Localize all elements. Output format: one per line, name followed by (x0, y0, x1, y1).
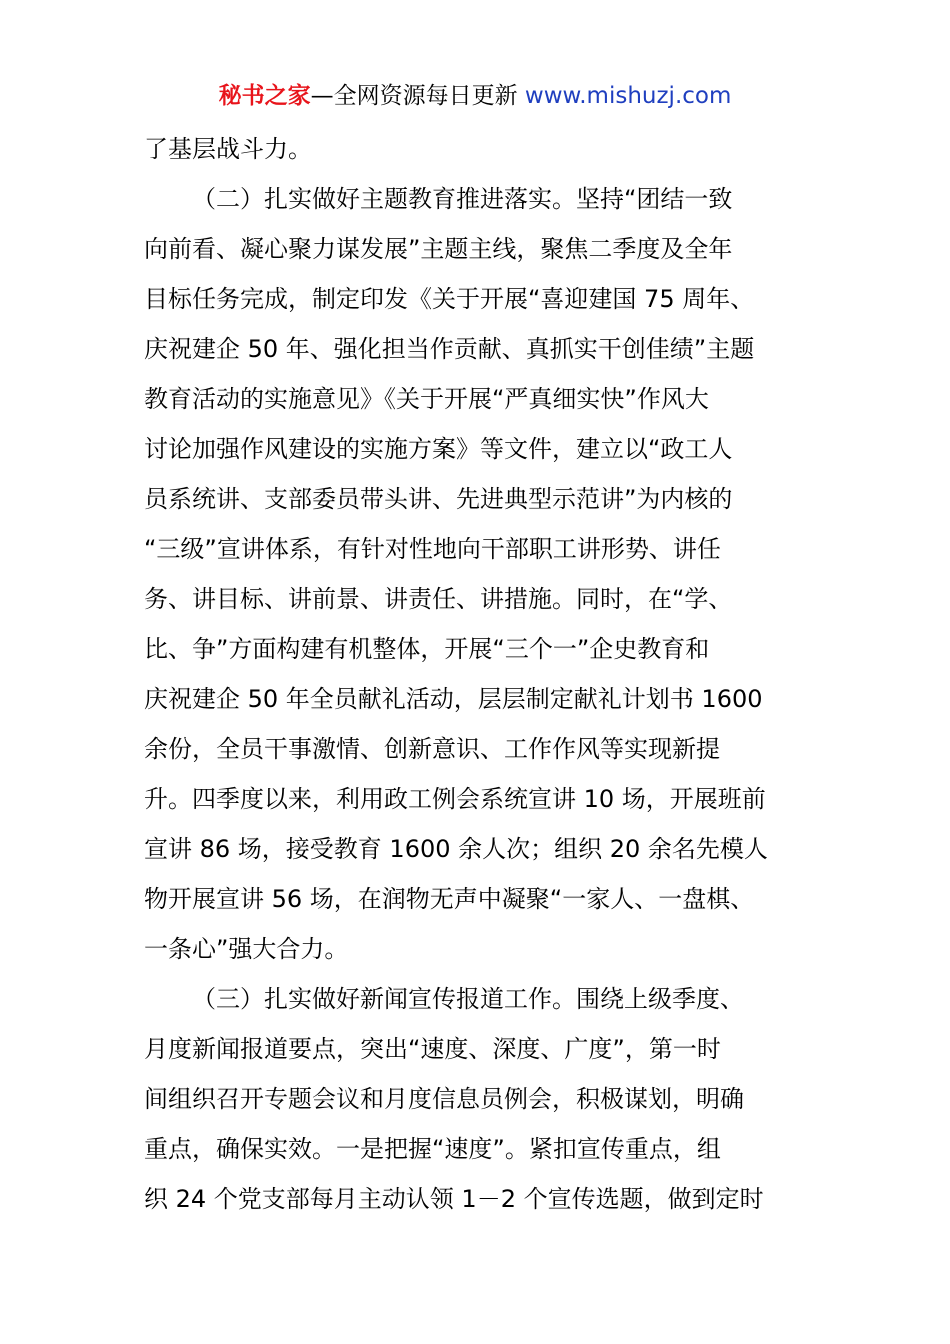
text-line: 教育活动的实施意见》《关于开展“严真细实快”作风大 (144, 385, 709, 413)
text-line: 了基层战斗力。 (144, 135, 312, 163)
text-line: 升。四季度以来，利用政工例会系统宣讲 10 场，开展班前 (144, 785, 766, 813)
paragraph-start-line: （二）扎实做好主题教育推进落实。坚持“团结一致 (192, 185, 733, 213)
text-line: 织 24 个党支部每月主动认领 1－2 个宣传选题，做到定时 (144, 1185, 764, 1213)
document-body (144, 124, 816, 1224)
text-line: 一条心”强大合力。 (144, 935, 349, 963)
text-line: 月度新闻报道要点，突出“速度、深度、广度”，第一时 (144, 1035, 721, 1063)
text-line: 宣讲 86 场，接受教育 1600 余人次；组织 20 余名先模人 (144, 835, 768, 863)
text-line: 员系统讲、支部委员带头讲、先进典型示范讲”为内核的 (144, 485, 733, 513)
text-line: 物开展宣讲 56 场，在润物无声中凝聚“一家人、一盘棋、 (144, 885, 755, 913)
header-tagline: —全网资源每日更新 (310, 83, 525, 109)
text-line: 务、讲目标、讲前景、讲责任、讲措施。同时，在“学、 (144, 585, 733, 613)
text-line: “三级”宣讲体系，有针对性地向干部职工讲形势、讲任 (144, 535, 721, 563)
brand-name: 秘书之家 (218, 83, 311, 109)
text-line: 目标任务完成，制定印发《关于开展“喜迎建国 75 周年、 (144, 285, 755, 313)
text-line: 间组织召开专题会议和月度信息员例会，积极谋划，明确 (144, 1085, 744, 1113)
text-line: 庆祝建企 50 年全员献礼活动，层层制定献礼计划书 1600 (144, 685, 763, 713)
text-line: 庆祝建企 50 年、强化担当作贡献、真抓实干创佳绩”主题 (144, 335, 755, 363)
text-line: 比、争”方面构建有机整体，开展“三个一”企史教育和 (144, 635, 710, 663)
text-line: 讨论加强作风建设的实施方案》等文件，建立以“政工人 (144, 435, 733, 463)
text-line: 向前看、凝心聚力谋发展”主题主线，聚焦二季度及全年 (144, 235, 733, 263)
text-line: 余份，全员干事激情、创新意识、工作作风等实现新提 (144, 735, 720, 763)
paragraph-start-line: （三）扎实做好新闻宣传报道工作。围绕上级季度、 (192, 985, 744, 1013)
site-url-link[interactable]: www.mishuzj.com (524, 83, 732, 109)
document-header (0, 80, 950, 112)
text-line: 重点，确保实效。一是把握“速度”。紧扣宣传重点，组 (144, 1135, 721, 1163)
